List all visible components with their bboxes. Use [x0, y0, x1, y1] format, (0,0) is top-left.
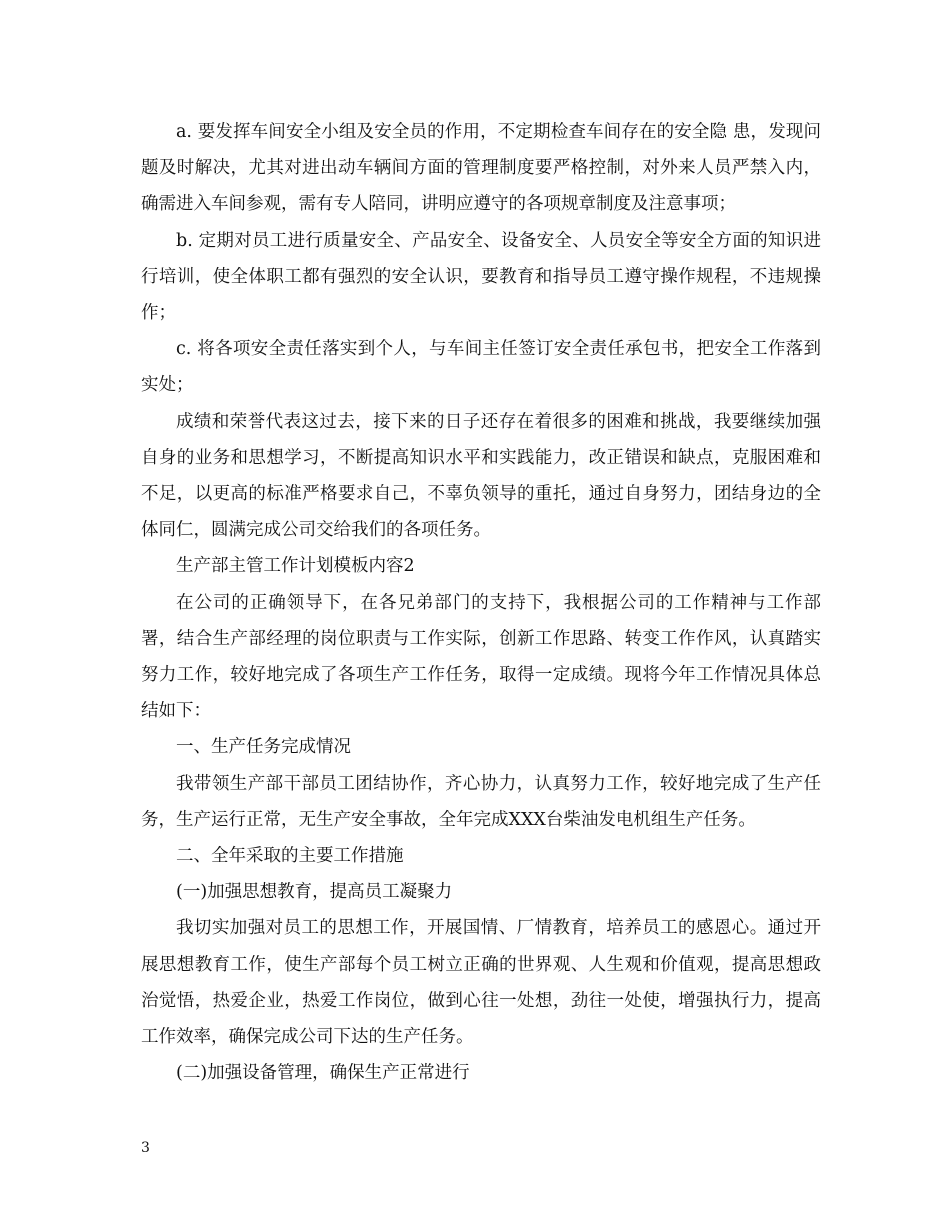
paragraph-ideological-education: 我切实加强对员工的思想工作，开展国情、厂情教育，培养员工的感恩心。通过开展思想教育工作，使生产部每个员工树立正确的世界观、人生观和价值观，提高思想政治觉悟，热爱企业，热爱工作岗位，做到心往一处想，劲往一处使，增强执行力，提高工作效率，确保完成公司下达的生产任务。	[141, 918, 821, 1048]
paragraph-safety-responsibility: c. 将各项安全责任落实到个人，与车间主任签订安全责任承包书，把安全工作落到实处；	[141, 339, 821, 396]
subheading-ideological-education: (一)加强思想教育，提高员工凝聚力	[176, 882, 453, 903]
heading-production-tasks: 一、生产任务完成情况	[176, 737, 351, 758]
heading-main-measures: 二、全年采取的主要工作措施	[176, 846, 404, 867]
paragraph-intro: 在公司的正确领导下，在各兄弟部门的支持下，我根据公司的工作精神与工作部署，结合生产部经理的岗位职责与工作实际，创新工作思路、转变工作作风，认真踏实努力工作，较好地完成了各项生产工作任务，取得一定成绩。现将今年工作情况具体总结如下：	[141, 592, 821, 722]
paragraph-safety-group: a. 要发挥车间安全小组及安全员的作用，不定期检查车间存在的安全隐 患，发现问题及时解决，尤其对进出动车辆间方面的管理制度要严格控制，对外来人员严禁入内，确需进入车间参观，需有专人陪同，讲明应遵守的各项规章制度及注意事项；	[141, 122, 821, 215]
section-title: 生产部主管工作计划模板内容2	[176, 556, 415, 577]
page-number: 3	[141, 1140, 150, 1156]
paragraph-safety-training: b. 定期对员工进行质量安全、产品安全、设备安全、人员安全等安全方面的知识进行培训，使全体职工都有强烈的安全认识，要教育和指导员工遵守操作规程，不违规操作；	[141, 230, 821, 324]
subheading-equipment-management: (二)加强设备管理，确保生产正常进行	[176, 1063, 470, 1084]
paragraph-conclusion: 成绩和荣誉代表这过去，接下来的日子还存在着很多的困难和挑战，我要继续加强自身的业务和思想学习，不断提高知识水平和实践能力，改正错误和缺点，克服困难和不足，以更高的标准严格要求自己，不辜负领导的重托，通过自身努力，团结身边的全体同仁，圆满完成公司交给我们的各项任务。	[141, 411, 821, 541]
document-body	[141, 114, 821, 1091]
paragraph-production-tasks: 我带领生产部干部员工团结协作，齐心协力，认真努力工作，较好地完成了生产任务，生产运行正常，无生产安全事故，全年完成XXX台柴油发电机组生产任务。	[141, 773, 821, 830]
